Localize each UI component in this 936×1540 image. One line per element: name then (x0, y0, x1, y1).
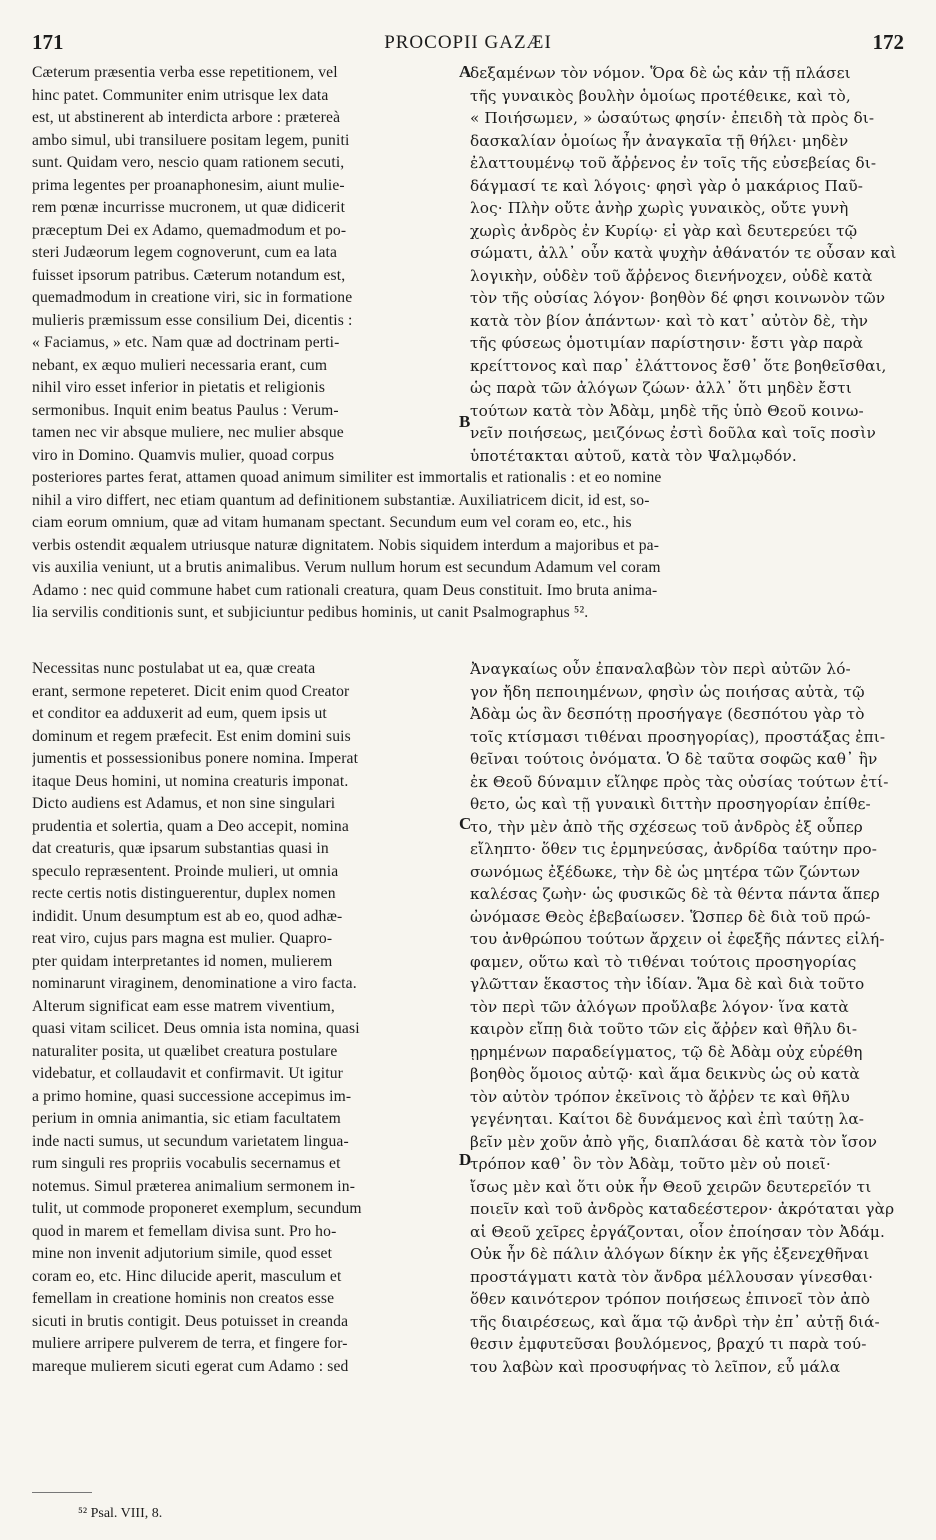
text-line: Necessitas nunc postulabat ut ea, quæ creata (32, 660, 316, 677)
text-line: γον ἤδη πεποιημένων, φησὶν ὡς ποιήσας αὐτὰ, τῷ (470, 682, 865, 701)
text-line: κατὰ τὸν βίον ἁπάντων· καὶ τὸ κατ᾽ αὐτὸν δὲ, τὴν (470, 311, 869, 330)
text-line: τὸν αὐτὸν τρόπον ἐκεῖνοις τὸ ἄῤῥεν τε καὶ θῆλυ (470, 1087, 850, 1106)
text-line: perium in omnia animantia, sic etiam facultatem (32, 1110, 341, 1127)
text-line: Dicto audiens est Adamus, et non sine singulari (32, 795, 336, 812)
text-line: dat creaturis, quæ ipsarum substantias quasi in (32, 840, 329, 857)
text-line: naturaliter posita, ut quælibet creatura postulare (32, 1042, 338, 1060)
text-line: prima legentes per proanaphonesim, aiunt mulie- (32, 176, 345, 194)
text-line: ῃρημένων παραδείγματος, τῷ δὲ Ἀδὰμ οὐχ εὑρέθη (470, 1042, 863, 1061)
text-line: ἐκ Θεοῦ δύναμιν εἴληφε πρὸς τὰς οὐσίας τούτων ἐτί- (470, 772, 889, 791)
text-line: δάγμασί τε καὶ λόγοις· φησὶ γὰρ ὁ μακάριος Παῦ- (470, 176, 864, 195)
text-line: ποιεῖν καὶ τοῦ ἀνδρὸς καταδεέστερον· ἀκρόταται γὰρ (470, 1200, 895, 1218)
text-line: rum singuli res propriis vocabulis secernamus et (32, 1155, 341, 1172)
text-line: quod in marem et femellam divisa sunt. Pro ho- (32, 1222, 337, 1240)
text-line: τῆς διαιρέσεως, καὶ ἅμα τῷ ἀνδρὶ τὴν ἐπ᾽ αὐτῇ διά- (470, 1312, 880, 1331)
text-line: ὡς παρὰ τῶν ἀλόγων ζώων· ἀλλ᾽ ὅτι μηδὲν ἔστι (470, 379, 852, 397)
margin-marker-a: A (459, 62, 472, 81)
text-line: prudentia et solertia, quam a Deo accepit, nomina (32, 817, 349, 835)
text-line: verbis ostendit æqualem utriusque naturæ dignitatem. Nobis siquidem interdum a majoribus et pa- (32, 536, 660, 554)
text-line: Alterum significat eam esse matrem viventium, (32, 997, 335, 1015)
text-line: præceptum Dei ex Adamo, quemadmodum et po- (32, 221, 347, 239)
footnote-rule (32, 1492, 92, 1493)
text-line: ἴσως μὲν καὶ ὅτι οὐκ ἦν Θεοῦ χειρῶν δευτερεῖόν τι (470, 1177, 872, 1196)
text-line: viro in Domino. Quamvis mulier, quoad corpus (32, 446, 335, 464)
text-line: indidit. Unum desumptum est ab eo, quod adhæ- (32, 907, 343, 925)
text-line: est, ut abstinerent ab interdicta arbore : prætereà (32, 109, 341, 126)
page-header (32, 30, 904, 56)
text-line: jumentis et possessionibus ponere nomina. Imperat (32, 750, 359, 767)
text-line: notemus. Simul præterea animalium sermonem in- (32, 1177, 356, 1195)
text-line: θετο, ὡς καὶ τῇ γυναικὶ διττὴν προσηγορίαν ἐπίθε- (470, 795, 871, 813)
text-line: σώματι, ἀλλ᾽ οὖν κατὰ ψυχὴν ἀθάνατόν τε οὖσαν καὶ (470, 244, 897, 262)
text-line: recte certis notis distinguerentur, duplex nomen (32, 885, 336, 902)
text-line: Ἀναγκαίως οὖν ἐπαναλαβὼν τὸν περὶ αὐτῶν λό- (470, 660, 851, 678)
text-line: muliere arripere pulverem de terra, et fingere for- (32, 1335, 348, 1352)
text-line: θεῖναι τούτοις ὀνόματα. Ὁ δὲ ταῦτα σοφῶς καθ᾽ ἣν (470, 750, 878, 768)
text-line: φαμεν, οὕτω καὶ τὸ τιθέναι τούτοις προσηγορίας (470, 952, 857, 971)
text-line: τῆς φύσεως ὁμοτιμίαν παρίστησιν· ἔστι γὰρ παρὰ (470, 334, 864, 352)
text-line: dominum et regem præfecit. Est enim domini suis (32, 727, 351, 745)
text-line: τὸν τῆς οὐσίας λόγον· βοηθὸν δέ φησι κοινωνὸν τῶν (470, 289, 886, 307)
text-line: fuisset ipsorum patribus. Cæterum notandum est, (32, 266, 346, 284)
text-line: αἱ Θεοῦ χεῖρες ἐργάζονται, οἷον ἐποίησαν τὸν Ἀδάμ. (470, 1222, 885, 1241)
text-line: sicuti in brutis contigit. Deus potuisset in creanda (32, 1312, 349, 1330)
margin-marker-c: C (459, 814, 472, 833)
text-line: τοῖς κτίσμασι τιθέναι προσηγορίας), προστάξας ἐπι- (470, 727, 886, 746)
text-line: θεσιν ἐμφυτεῦσαι βουλόμενος, βραχύ τι παρὰ τού- (470, 1335, 867, 1353)
text-line: του ἀνθρώπου τούτων ἄρχειν οἱ ἐφεξῆς πάντες εἰλή- (470, 930, 885, 948)
text-line: δασκαλίαν ὁμοίως ἦν ἀναγκαῖα τῇ θήλει· μηδὲν (470, 131, 849, 150)
latin-column-top (32, 62, 459, 467)
text-line: ambo simul, ubi transiluere positam legem, puniti (32, 131, 350, 149)
text-line: speculo repræsentent. Proinde mulieri, ut omnia (32, 862, 339, 880)
text-line: τὸν περὶ τῶν ἀλόγων προὔλαβε λόγον· ἵνα κατὰ (470, 997, 849, 1016)
text-line: erant, sermone repeteret. Dicit enim quod Creator (32, 682, 350, 700)
text-line: mulieris præmissum esse consilium Dei, dicentis : (32, 311, 353, 329)
text-line: quasi vitam scilicet. Deus omnia ista nomina, quasi (32, 1020, 360, 1037)
text-line: videbatur, et collaudavit et confirmavit. Ut igitur (32, 1065, 344, 1082)
margin-marker-d: D (459, 1150, 472, 1169)
text-line: inde nacti sumus, ut secundum varietatem lingua- (32, 1132, 349, 1150)
text-line: καιρὸν εἴπῃ διὰ τοῦτο τῶν εἰς ἄῤῥεν καὶ θῆλυ δι- (470, 1020, 858, 1038)
greek-column-bottom (470, 658, 904, 1378)
text-line: nihil viro esset inferior in pietatis et religionis (32, 379, 326, 396)
footnote: ⁵² Psal. VIII, 8. (78, 1506, 163, 1521)
text-line: σωνόμως ἐξέδωκε, τὴν δὲ ὡς μητέρα τῶν ζώντων (470, 862, 861, 881)
text-line: γεγένηται. Καίτοι δὲ δυνάμενος καὶ ἐπὶ ταύτῃ λα- (470, 1110, 865, 1128)
text-line: mine non invenit adjutorium simile, quod esset (32, 1245, 333, 1262)
text-line: Ἀδὰμ ὡς ἂν δεσπότῃ προσήγαγε (δεσπότου γὰρ τὸ (470, 705, 865, 723)
text-line: rem pœnæ incurrisse mucronem, ut quæ didicerit (32, 199, 346, 216)
running-title: PROCOPII GAZÆI (384, 32, 552, 53)
text-line: itaque Deus homini, ut nomina creaturis imponat. (32, 772, 349, 790)
text-line: mareque mulierem sicuti egerat cum Adamo : sed (32, 1357, 349, 1375)
latin-column-bottom (32, 658, 459, 1378)
text-line: sermonibus. Inquit enim beatus Paulus : Verum- (32, 401, 339, 419)
text-line: τρόπον καθ᾽ ὃν τὸν Ἀδὰμ, τοῦτο μὲν οὐ ποιεῖ· (470, 1155, 831, 1173)
text-line: ὅθεν καινότερον τρόπον ποιήσεως ἐπινοεῖ τὸν ἀπὸ (470, 1290, 871, 1308)
text-line: βοηθὸς ὅμοιος αὐτῷ· καὶ ἅμα δεικνὺς ὡς οὐ κατὰ (470, 1065, 860, 1083)
text-line: εἴληπτο· ὅθεν τις ἑρμηνεύσας, ἀνδρίδα ταύτην προ- (470, 840, 877, 858)
text-line: nihil a viro differt, nec etiam quantum ad definitionem substantiæ. Auxiliatricem dicit, id est, so- (32, 491, 650, 509)
text-line: nebant, ex æquo mulieri necessaria erant, cum (32, 356, 328, 374)
text-line: τούτων κατὰ τὸν Ἀδὰμ, μηδὲ τῆς ὑπὸ Θεοῦ κοινω- (470, 401, 864, 420)
text-line: δεξαμένων τὸν νόμον. Ὅρα δὲ ὡς κἀν τῇ πλάσει (470, 64, 851, 82)
text-line: coram eo, etc. Hinc dilucide aperit, masculum et (32, 1267, 342, 1285)
text-line: γλῶτταν ἕκαστος τὴν ἰδίαν. Ἅμα δὲ καὶ διὰ τοῦτο (470, 975, 865, 993)
text-line: a primo homine, quasi successione accepimus im- (32, 1087, 352, 1105)
text-line: « Ποιήσωμεν, » ὡσαύτως φησίν· ἐπειδὴ τὰ πρὸς δι- (470, 109, 875, 127)
margin-marker-b: B (459, 412, 471, 431)
text-line: λος· Πλὴν οὔτε ἀνὴρ χωρὶς γυναικὸς, οὔτε γυνὴ (470, 199, 849, 217)
text-line: hinc patet. Communiter enim utrisque lex data (32, 86, 329, 104)
text-line: et conditor ea adduxerit ad eum, quem ipsis ut (32, 705, 327, 722)
text-line: posteriores partes ferat, attamen quoad animum similiter est immortalis et rationalis : et eo nomine (32, 469, 662, 486)
text-line: Adamo : nec quid commune habet cum rationali creatura, quam Deus constituit. Imo bruta anima- (32, 581, 658, 599)
text-line: Cæterum præsentia verba esse repetitionem, vel (32, 64, 338, 81)
text-line: χωρὶς ἀνδρὸς ἐν Κυρίῳ· εἰ γὰρ καὶ δευτερεύει τῷ (470, 221, 858, 240)
latin-full-width (32, 467, 904, 625)
text-line: Οὐκ ἦν δὲ πάλιν ἀλόγων δίκην ἐκ γῆς ἐξενεχθῆναι (470, 1245, 870, 1263)
text-line: βεῖν μὲν χοῦν ἀπὸ γῆς, διαπλάσαι δὲ κατὰ τὸν ἴσον (470, 1132, 877, 1151)
text-line: lia servilis conditionis sunt, et subjiciuntur pedibus hominis, ut canit Psalmographus ⁵². (32, 604, 589, 621)
text-line: tamen nec vir absque muliere, nec mulier absque (32, 424, 344, 441)
text-line: ἐλαττουμένῳ τοῦ ἄῤῥενος ἐν τοῖς τῆς εὐσεβείας δι- (470, 154, 877, 172)
text-line: nominarunt viraginem, denominatione a viro facta. (32, 975, 357, 992)
text-line: τῆς γυναικὸς βουλὴν ὁμοίως προτέθεικε, καὶ τὸ, (470, 86, 851, 105)
text-line: κρείττονος καὶ παρ᾽ ἐλάττονος ἔσθ᾽ ὅτε βοηθεῖσθαι, (470, 356, 887, 375)
text-line: του λαβὼν καὶ προσυφήνας τὸ λεῖπον, εὖ μάλα (470, 1357, 841, 1376)
text-line: νεῖν ποιήσεως, μειζόνως ἐστὶ δοῦλα καὶ τοῖς ποσὶν (470, 424, 876, 442)
text-line: ὑποτέτακται αὐτοῦ, κατὰ τὸν Ψαλμῳδόν. (470, 446, 797, 465)
greek-column-top (470, 62, 904, 467)
text-line: femellam in creatione hominis non creatos esse (32, 1290, 335, 1307)
text-line: λογικὴν, οὐδὲν τοῦ ἄῤῥενος διενήνοχεν, οὐδὲ κατὰ (470, 266, 873, 285)
text-line: καλέσας ζωὴν· ὡς φυσικῶς δὲ τὰ θέντα πάντα ἅπερ (470, 885, 880, 903)
text-line: pter quidam interpretantes id nomen, mulierem (32, 952, 333, 970)
text-line: ὠνόμασε Θεὸς ἐβεβαίωσεν. Ὥσπερ δὲ διὰ τοῦ πρώ- (470, 907, 871, 926)
text-line: « Faciamus, » etc. Nam quæ ad doctrinam perti- (32, 334, 340, 351)
text-line: reat viro, cujus pars magna est mulier. Quapro- (32, 930, 333, 947)
text-line: tulit, ut commode proponeret exemplum, secundum (32, 1200, 362, 1217)
text-line: quemadmodum in creatione viri, sic in formatione (32, 289, 353, 306)
text-line: προστάγματι κατὰ τὸν ἄνδρα μέλλουσαν γίνεσθαι· (470, 1267, 874, 1286)
text-line: το, τὴν μὲν ἀπὸ τῆς σχέσεως τοῦ ἀνδρὸς ἐξ οὗπερ (470, 817, 863, 836)
text-line: ciam eorum omnium, quæ ad vitam humanam spectant. Secundum eum vel coram eo, etc., his (32, 514, 632, 531)
text-line: sunt. Quidam vero, nescio quam rationem secuti, (32, 154, 345, 171)
text-line: vis auxilia veniunt, ut a brutis animalibus. Verum nullum horum est secundum Adamum vel coram (32, 559, 661, 576)
left-column-number: 171 (32, 30, 64, 54)
right-column-number: 172 (872, 30, 904, 54)
text-line: steri Judæorum legem cognoverunt, cum ea lata (32, 244, 338, 261)
